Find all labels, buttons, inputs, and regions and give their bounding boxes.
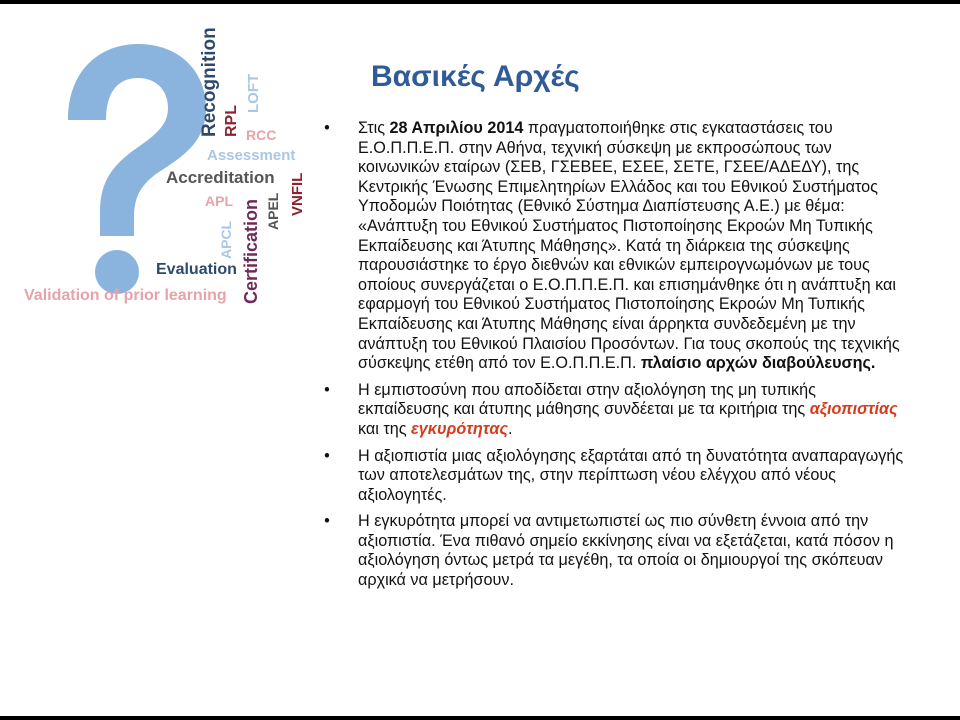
bullet-item [320, 119, 910, 374]
bullet-text-part: . [508, 419, 513, 438]
reliability-term: αξιοπιστίας [809, 400, 898, 419]
bullet-item [320, 447, 910, 506]
bullet-text-part: και της [358, 419, 412, 438]
bullet-marker: • [324, 446, 330, 465]
meeting-date: 28 Απριλίου 2014 [389, 119, 524, 137]
bullet-marker: • [324, 512, 330, 531]
word-loft: LOFT [245, 73, 262, 113]
word-accreditation: Accreditation [166, 168, 275, 187]
word-certification: Certification [241, 198, 261, 304]
word-apl: APL [205, 193, 233, 209]
page-title: Βασικές Αρχές [371, 60, 580, 93]
bullet-marker: • [324, 380, 330, 399]
word-evaluation: Evaluation [156, 261, 237, 278]
word-assessment: Assessment [207, 147, 296, 164]
bullet-text: Η αξιοπιστία μιας αξιολόγησης εξαρτάται από τη δυνατότητα αναπαραγωγής των αποτελεσμάτων της, στην περίπτωση νέου ελέγχου από νέους αξιολογητές. [358, 446, 904, 504]
bullet-item [320, 381, 910, 440]
word-vnfil: VNFIL [289, 172, 306, 216]
word-recognition: Recognition [199, 27, 220, 137]
bullet-text-part: πραγματοποιήθηκε στις εγκαταστάσεις του Ε.Ο.Π.Π.Ε.Π. στην Αθήνα, τεχνική σύσκεψη με εκπροσώπους των κοινωνικών εταίρων (ΣΕΒ, ΓΣΕΒΕΕ, ΕΣΕΕ, ΣΕΤΕ, ΓΣΕΕ/ΑΔΕΔΥ), της Κεντρικής Ένωσης Επιμελητηρίων Ελλάδος και του Εθνικού Συστήματος Υποδομών Ποιότητας (Εθνικό Σύστημα Διαπίστευσης Α.Ε.) με θέμα: «Ανάπτυξη του Εθνικού Συστήματος Πιστοποίησης Εκροών Μη Τυπικής Εκπαίδευσης και Άτυπης Μάθησης». Κατά τη διάρκεια της σύσκεψης παρουσιάστηκε το έργο διεθνών και εθνικών εμπειρογνωμόνων με τους οποίους συνεργάζεται ο Ε.Ο.Π.Π.Ε.Π. και επισημάνθηκε ότι η ανάπτυξη και εφαρμογή του Εθνικού Συστήματος Πιστοποίησης Εκροών Μη Τυπικής Εκπαίδευσης και Άτυπης Μάθησης είναι άρρηκτα συνδεδεμένη με την ανάπτυξη του Εθνικού Πλαισίου Προσόντων. Για τους σκοπούς της τεχνικής σύσκεψης ετέθη από τον Ε.Ο.Π.Π.Ε.Π. [358, 119, 900, 373]
word-apcl: APCL [218, 220, 234, 259]
bullet-list [320, 119, 910, 598]
consultation-framework-text: πλαίσιο αρχών διαβούλευσης. [640, 354, 876, 373]
word-rcc: RCC [246, 127, 277, 143]
bullet-text-part: Η εμπιστοσύνη που αποδίδεται στην αξιολόγηση της μη τυπικής εκπαίδευσης και άτυπης μάθησης συνδέεται με τα κριτήρια της [358, 380, 816, 419]
bullet-text-part: Στις [358, 119, 390, 137]
bullet-marker: • [324, 119, 330, 137]
word-validation-of-prior-learning: Validation of prior learning [24, 287, 227, 304]
bullet-text [358, 381, 910, 440]
bullet-text [358, 119, 910, 374]
slide [0, 4, 960, 716]
word-apel: APEL [265, 192, 281, 230]
word-cloud [0, 4, 320, 324]
bullet-text: Η εγκυρότητα μπορεί να αντιμετωπιστεί ως πιο σύνθετη έννοια από την αξιοπιστία. Ένα πιθανό σημείο εκκίνησης είναι να εξετάζεται, κατά πόσον η αξιολόγηση όντως μετρά τα μεγέθη, τα οποία οι δημιουργοί της σκόπευαν αρχικά να μετρήσουν. [358, 512, 894, 590]
validity-term: εγκυρότητας [411, 419, 508, 438]
word-rpl: RPL [223, 105, 240, 137]
bullet-item [320, 512, 910, 590]
